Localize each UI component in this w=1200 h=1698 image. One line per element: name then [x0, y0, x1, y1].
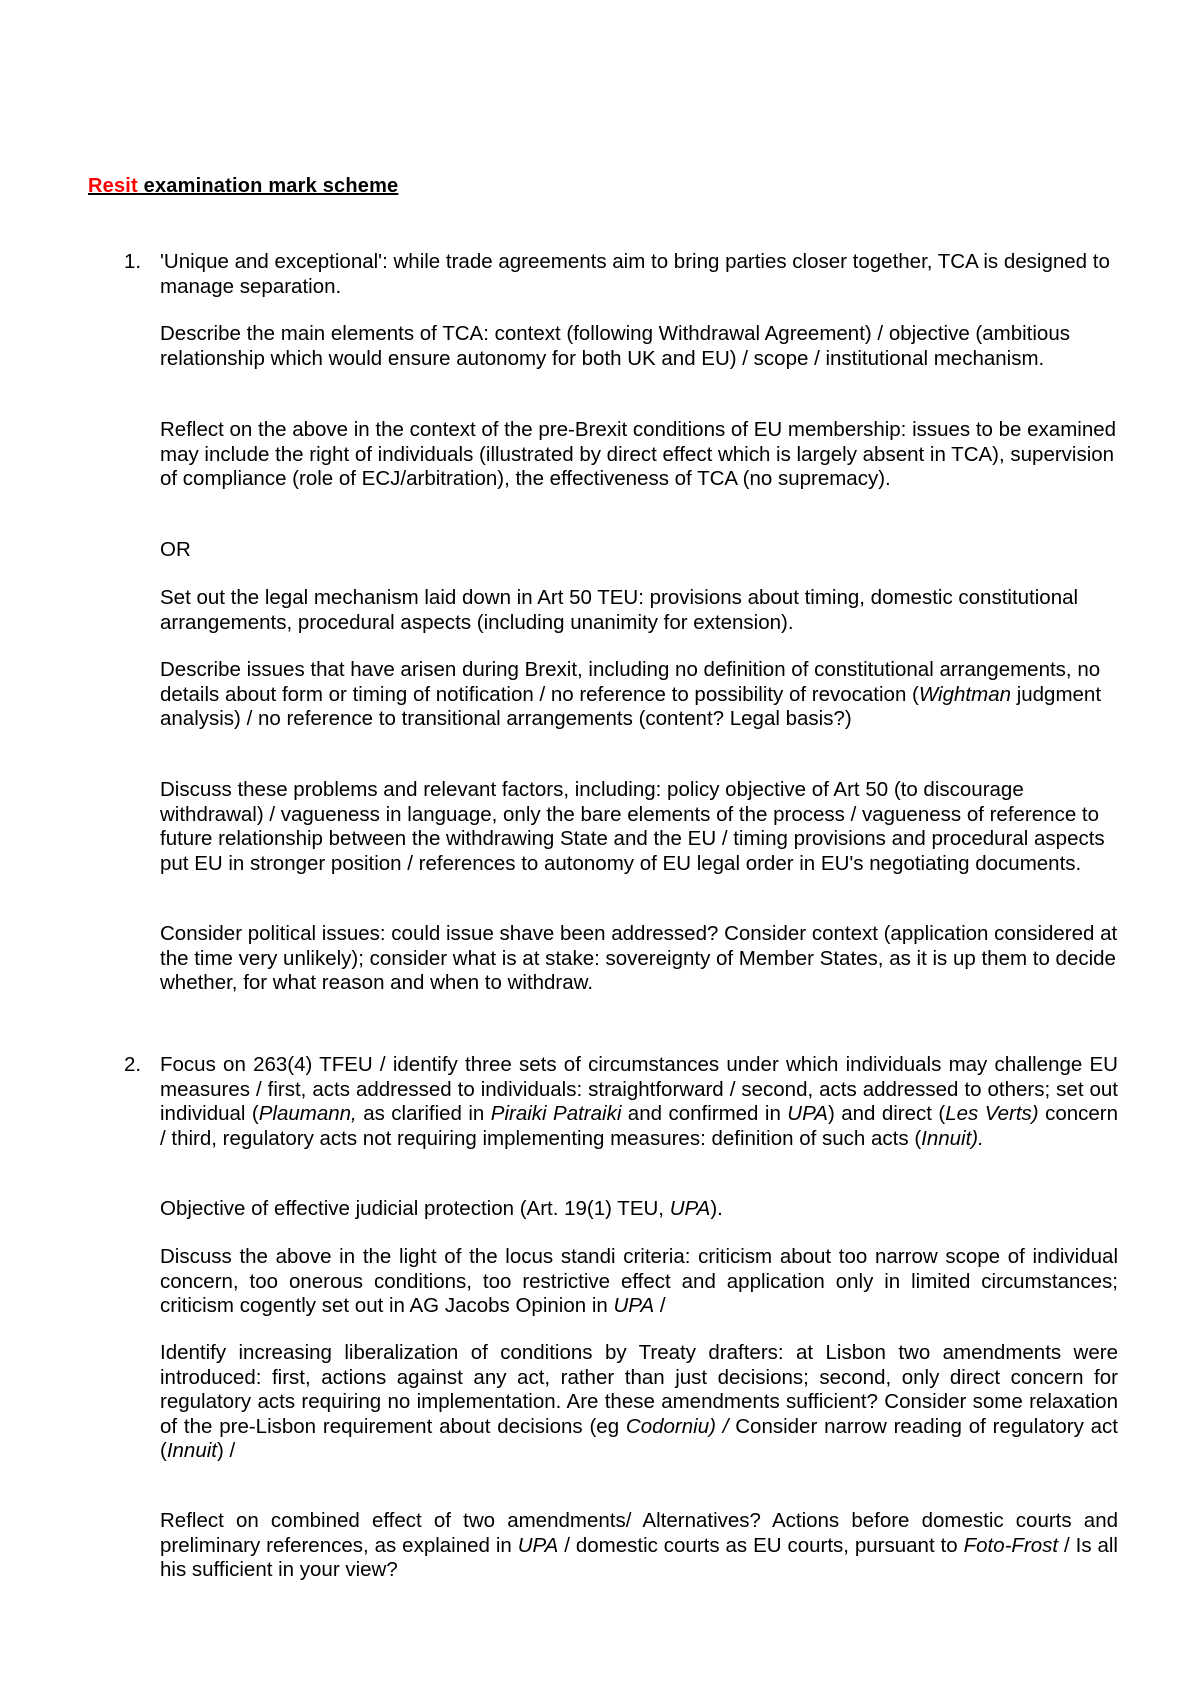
q1-paragraph-7: Discuss these problems and relevant factors, including: policy objective of Art 50 (to discourage withdrawal) / vagueness in language, only the bare elements of the process / vagueness of reference to future relationship between the withdrawing State and the EU / timing provisions and procedural aspects put EU in stronger position / references to autonomy of EU legal order in EU's negotiating documents.	[160, 778, 1105, 875]
q2-p4-text-1: Identify increasing liberalization of conditions by Treaty drafters: at Lisbon two amendments were introduced: first, actions against any act, rather than just decisions; second, only direct concern for regulatory acts requiring no implementation. Are these amendments sufficient? Consider some relaxation of the pre-Lisbon requirement about decisions (eg	[160, 1341, 1118, 1438]
q2-p3-text-1: Discuss the above in the light of the locus standi criteria: criticism about too narrow scope of individual concern, too onerous conditions, too restrictive effect and application only in limited circumstances; criticism cogently set out in AG Jacobs Opinion in	[160, 1245, 1118, 1317]
q2-p1-case-piraiki: Piraiki Patraiki	[490, 1102, 622, 1125]
q2-p2-text-1: Objective of effective judicial protection (Art. 19(1) TEU,	[160, 1197, 670, 1220]
q1-paragraph-8: Consider political issues: could issue shave been addressed? Consider context (application considered at the time very unlikely); consider what is at stake: sovereignty of Member States, as it is up them to decide whether, for what reason and when to withdraw.	[160, 922, 1118, 994]
q2-p3-text-2: /	[654, 1294, 666, 1317]
q2-p1-case-upa: UPA	[787, 1102, 828, 1125]
q2-p5-text-2: / domestic courts as EU courts, pursuant to	[558, 1533, 964, 1557]
q2-p1-case-les-verts: Les Verts)	[945, 1102, 1039, 1125]
q2-p4-case-codorniu: Codorniu) /	[625, 1414, 729, 1438]
title-rest: examination mark scheme	[137, 175, 399, 197]
q2-p5-case-foto-frost: Foto-Frost	[963, 1533, 1059, 1557]
q2-p1-text-2: as clarified in	[356, 1102, 491, 1125]
q2-p4-text-2: Consider narrow reading of regulatory act (	[160, 1414, 1118, 1462]
q1-paragraph-1: 'Unique and exceptional': while trade agreements aim to bring parties closer together, TCA is designed to manage separation.	[160, 250, 1110, 298]
q1-number: 1.	[124, 250, 142, 273]
q2-p5-text-3: / Is all his sufficient in your view?	[160, 1533, 1118, 1581]
q1-p6-text-1: Describe issues that have arisen during Brexit, including no definition of constitutional arrangements, no details about form or timing of notification / no reference to possibility of revocation (	[160, 658, 1101, 706]
q2-paragraph-2	[160, 1197, 1118, 1222]
title-highlight: Resit	[88, 175, 138, 197]
q2-number: 2.	[124, 1053, 142, 1076]
document-title	[88, 174, 398, 199]
q2-p1-text-5: concern / third, regulatory acts not requiring implementing measures: definition of such acts (	[160, 1102, 1119, 1150]
q2-paragraph-1	[160, 1053, 1118, 1151]
q2-p5-text-1: Reflect on combined effect of two amendments/ Alternatives? Actions before domestic courts and preliminary references, as explained in	[160, 1509, 1118, 1557]
q2-p1-text-1: Focus on 263(4) TFEU / identify three sets of circumstances under which individuals may challenge EU measures / first, acts addressed to individuals: straightforward / second, acts addressed to others; set out individual (	[160, 1053, 1118, 1125]
q1-paragraph-or: OR	[160, 538, 191, 561]
q2-p1-case-innuit: Innuit).	[921, 1126, 984, 1150]
q2-p2-case-upa: UPA	[669, 1197, 711, 1220]
q2-paragraph-3	[160, 1245, 1118, 1319]
q2-p4-text-3: ) /	[216, 1439, 236, 1462]
q2-p5-case-upa: UPA	[517, 1533, 559, 1557]
q2-p4-case-innuit: Innuit	[166, 1439, 217, 1462]
q2-p1-text-4: ) and direct (	[827, 1102, 946, 1125]
q1-p6-text-2: judgment analysis) / no reference to transitional arrangements (content? Legal basis?)	[160, 682, 1102, 730]
q1-paragraph-2: Describe the main elements of TCA: context (following Withdrawal Agreement) / objective (ambitious relationship which would ensure autonomy for both UK and EU) / scope / institutional mechanism.	[160, 322, 1070, 370]
q1-paragraph-5: Set out the legal mechanism laid down in Art 50 TEU: provisions about timing, domestic constitutional arrangements, procedural aspects (including unanimity for extension).	[160, 586, 1079, 634]
q2-paragraph-4	[160, 1341, 1118, 1464]
q2-p3-case-upa: UPA	[613, 1294, 655, 1317]
q2-p1-text-3: and confirmed in	[621, 1102, 788, 1125]
q1-paragraph-3: Reflect on the above in the context of the pre-Brexit conditions of EU membership: issues to be examined may include the right of individuals (illustrated by direct effect which is largely absent in TCA), supervision of compliance (role of ECJ/arbitration), the effectiveness of TCA (no supremacy).	[160, 418, 1117, 490]
q1-paragraph-6	[160, 658, 1118, 732]
q2-p2-text-2: ).	[710, 1197, 723, 1220]
q1-p6-case-wightman: Wightman	[918, 682, 1011, 706]
q2-paragraph-5	[160, 1509, 1118, 1583]
q2-p1-case-plaumann: Plaumann,	[258, 1102, 357, 1125]
